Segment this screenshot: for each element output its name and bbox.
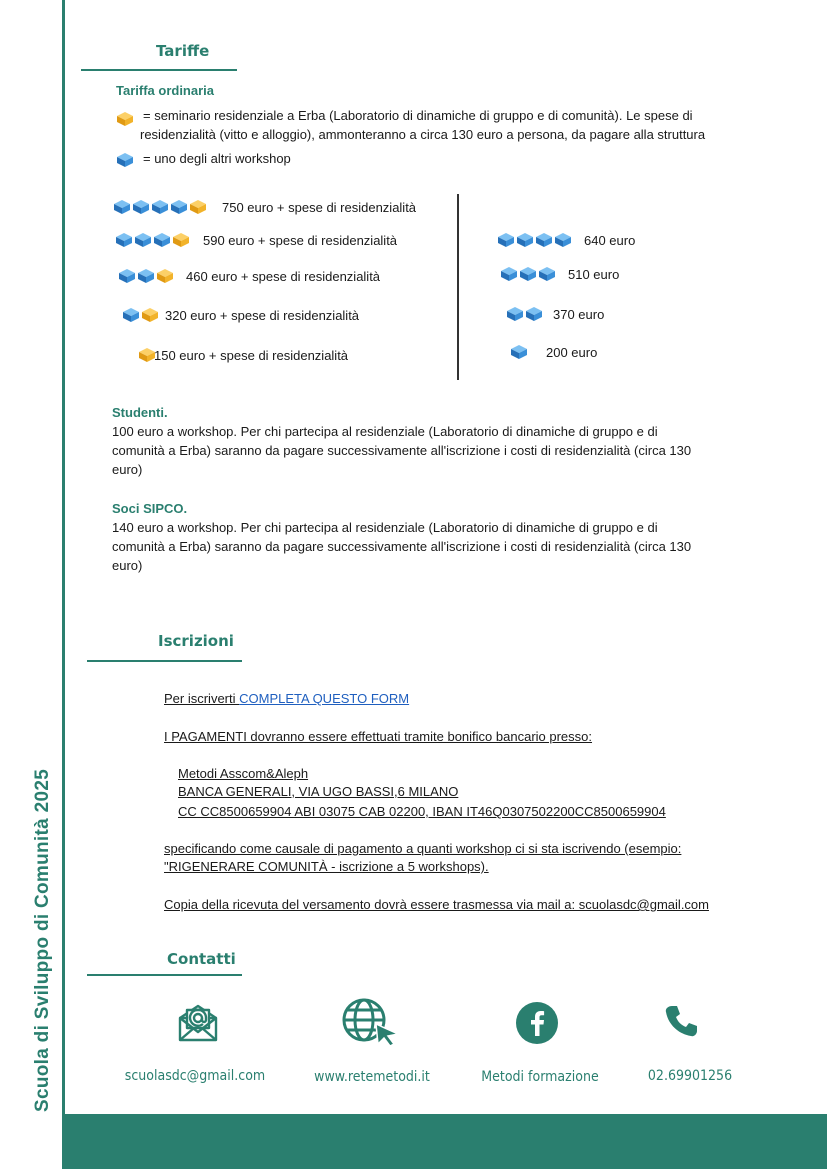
left-price-row xyxy=(118,268,380,284)
price-label: 510 euro xyxy=(568,266,620,282)
sidebar-rule xyxy=(62,0,65,1169)
price-label: 460 euro + spese di residenzialità xyxy=(186,268,381,284)
cube-group xyxy=(500,266,556,282)
studenti-title: Studenti. xyxy=(112,405,168,420)
right-price-row xyxy=(510,344,597,360)
footer-band xyxy=(64,1114,827,1169)
legend-yellow-line1: = seminario residenziale a Erba (Laboratorio di dinamiche di gruppo e di comunità). Le spese di xyxy=(143,108,693,123)
iscrizioni-heading: Iscrizioni xyxy=(158,632,234,650)
soci-title: Soci SIPCO. xyxy=(112,501,188,516)
legend-blue: = uno degli altri workshop xyxy=(143,151,291,166)
blue-cube-icon xyxy=(535,232,553,248)
blue-cube-icon xyxy=(137,268,155,284)
cube-group xyxy=(506,306,543,322)
contatti-heading: Contatti xyxy=(167,950,236,968)
price-label: 640 euro xyxy=(584,232,636,248)
per-iscriverti-line xyxy=(164,689,409,708)
form-link[interactable]: COMPLETA QUESTO FORM xyxy=(239,691,410,706)
blue-cube-icon xyxy=(118,268,136,284)
blue-cube-icon xyxy=(554,232,572,248)
blue-cube-icon xyxy=(116,152,134,168)
contact-facebook-label[interactable]: Metodi formazione xyxy=(481,1069,599,1085)
cube-group xyxy=(497,232,572,248)
tariffe-heading: Tariffe xyxy=(156,42,210,60)
soci-text-line2: comunità a Erba) saranno da pagare successivamente all'iscrizione i costi di residenzialità (circa 130 xyxy=(112,539,692,554)
contact-web-label[interactable]: www.retemetodi.it xyxy=(314,1069,430,1085)
bank-line1: Metodi Asscom&Aleph xyxy=(178,766,309,781)
left-price-row xyxy=(113,199,416,215)
blue-cube-icon xyxy=(510,344,528,360)
contact-email-label[interactable]: scuolasdc@gmail.com xyxy=(124,1068,266,1084)
studenti-text-line2: comunità a Erba) saranno da pagare successivamente all'iscrizione i costi di residenzialità (circa 130 xyxy=(112,443,692,458)
causale-line2: "RIGENERARE COMUNITÀ - iscrizione a 5 workshops). xyxy=(164,859,489,874)
bank-line3: CC CC8500659904 ABI 03075 CAB 02200, IBAN IT46Q0307502200CC8500659904 xyxy=(178,804,666,819)
studenti-text-line3: euro) xyxy=(112,462,143,477)
soci-text-line3: euro) xyxy=(112,558,143,573)
blue-cube-icon xyxy=(122,307,140,323)
email-icon[interactable] xyxy=(176,1000,220,1044)
pagamenti-text: I PAGAMENTI dovranno essere effettuati tramite bonifico bancario presso: xyxy=(164,729,593,744)
cube-group xyxy=(118,268,174,284)
iscrizioni-rule xyxy=(87,660,242,662)
cube-group xyxy=(113,199,207,215)
blue-cube-icon xyxy=(506,306,524,322)
right-price-row xyxy=(497,232,635,248)
blue-cube-icon xyxy=(115,232,133,248)
blue-cube-icon xyxy=(151,199,169,215)
right-price-row xyxy=(506,306,604,322)
bank-line2: BANCA GENERALI, VIA UGO BASSI,6 MILANO xyxy=(178,784,459,799)
studenti-text-line1: 100 euro a workshop. Per chi partecipa al residenziale (Laboratorio di dinamiche di gruppo e di xyxy=(112,424,658,439)
vertical-school-title: Scuola di Sviluppo di Comunità 2025 xyxy=(32,768,53,1112)
per-iscriverti-text: Per iscriverti xyxy=(164,691,240,706)
price-label: 320 euro + spese di residenzialità xyxy=(165,307,360,323)
yellow-cube-icon xyxy=(116,111,134,127)
soci-text-line1: 140 euro a workshop. Per chi partecipa al residenziale (Laboratorio di dinamiche di gruppo e di xyxy=(112,520,658,535)
blue-cube-icon xyxy=(134,232,152,248)
price-label: 590 euro + spese di residenzialità xyxy=(203,232,398,248)
contact-phone-label[interactable]: 02.69901256 xyxy=(647,1068,733,1084)
tariffa-ordinaria-title: Tariffa ordinaria xyxy=(116,83,215,98)
blue-cube-icon xyxy=(497,232,515,248)
right-price-row xyxy=(500,266,619,282)
yellow-cube-icon xyxy=(189,199,207,215)
left-price-row xyxy=(138,347,348,363)
left-price-row xyxy=(122,307,359,323)
yellow-cube-icon xyxy=(141,307,159,323)
price-label: 200 euro xyxy=(546,344,598,360)
copia-ricevuta-text: Copia della ricevuta del versamento dovrà essere trasmessa via mail a: scuolasdc@gmail.com xyxy=(164,897,709,912)
price-label: 150 euro + spese di residenzialità xyxy=(154,347,349,363)
contatti-rule xyxy=(87,974,242,976)
price-column-divider xyxy=(457,194,459,380)
blue-cube-icon xyxy=(153,232,171,248)
yellow-cube-icon xyxy=(156,268,174,284)
cube-group xyxy=(115,232,190,248)
causale-line1: specificando come causale di pagamento a quanti workshop ci si sta iscrivendo (esempio: xyxy=(164,841,682,856)
legend-yellow-line2: residenzialità (vitto e alloggio), ammonteranno a circa 130 euro a persona, da pagare alla struttura xyxy=(140,127,706,142)
left-price-row xyxy=(115,232,397,248)
blue-cube-icon xyxy=(525,306,543,322)
price-label: 370 euro xyxy=(553,306,605,322)
blue-cube-icon xyxy=(113,199,131,215)
blue-cube-icon xyxy=(519,266,537,282)
phone-icon[interactable] xyxy=(664,1004,698,1038)
blue-cube-icon xyxy=(500,266,518,282)
blue-cube-icon xyxy=(538,266,556,282)
web-icon[interactable] xyxy=(340,996,400,1046)
blue-cube-icon xyxy=(170,199,188,215)
tariffe-rule xyxy=(81,69,237,71)
price-label: 750 euro + spese di residenzialità xyxy=(222,199,417,215)
cube-group xyxy=(510,344,528,360)
yellow-cube-icon xyxy=(172,232,190,248)
cube-group xyxy=(122,307,159,323)
facebook-icon[interactable] xyxy=(515,1001,559,1045)
blue-cube-icon xyxy=(132,199,150,215)
blue-cube-icon xyxy=(516,232,534,248)
